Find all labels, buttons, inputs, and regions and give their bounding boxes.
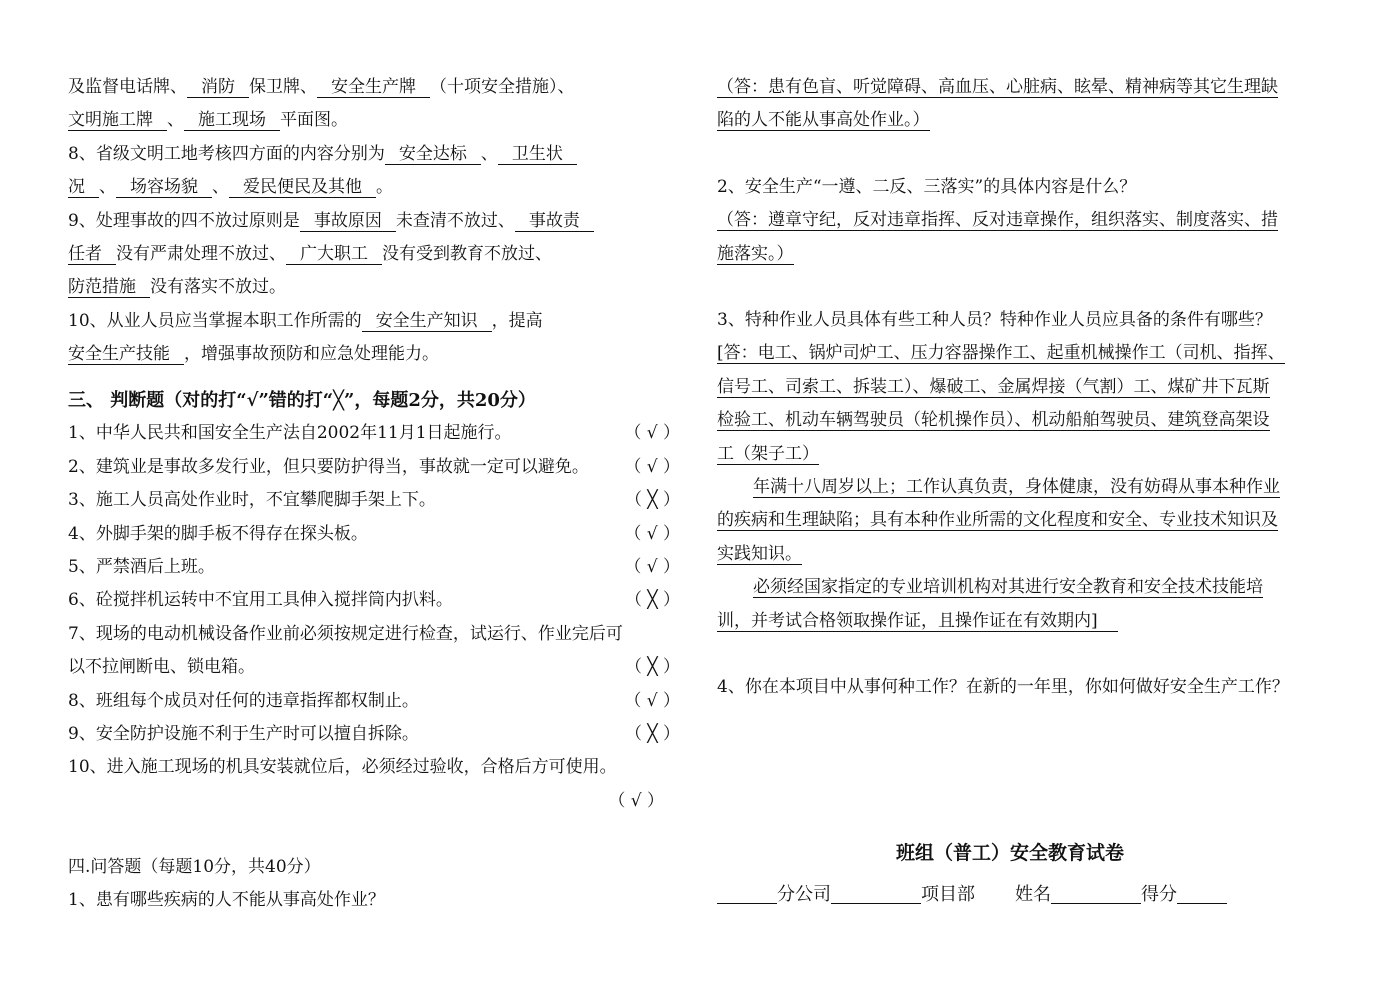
answer-text: 必须经国家指定的专业培训机构对其进行安全教育和安全技术技能培	[753, 577, 1263, 598]
question-text: 未查清不放过、	[395, 210, 515, 231]
judgement-item	[68, 451, 684, 484]
section-heading: 四.问答题（每题10分，共40分）	[68, 857, 321, 877]
fill-in-line	[68, 305, 684, 338]
question-text: 、	[99, 177, 116, 198]
question-4-block	[717, 671, 1333, 704]
answer-text: 陷的人不能从事高处作业。）	[717, 110, 930, 131]
answer-text: 施落实。）	[717, 243, 794, 264]
question-text: ，增强事故预防和应急处理能力。	[184, 344, 439, 365]
answer-mark: （ √ ）	[624, 456, 680, 477]
item-text: 6、砼搅拌机运转中不宜用工具伸入搅拌筒内扒料。	[68, 590, 453, 611]
question-1: 1、患有哪些疾病的人不能从事高处作业？	[68, 890, 385, 911]
item-text: 以不拉闸断电、锁电箱。	[68, 657, 255, 678]
dept-label: 项目部	[921, 884, 975, 905]
score-label: 得分	[1141, 884, 1177, 905]
item-text: 3、施工人员高处作业时，不宜攀爬脚手架上下。	[68, 490, 436, 511]
judgement-item	[68, 718, 684, 751]
name-field[interactable]	[1051, 883, 1141, 904]
answer-text: [答：电工、锅炉司炉工、压力容器操作工、起重机械操作工（司机、指挥、	[717, 343, 1285, 364]
judgement-item	[68, 584, 684, 617]
fill-in-line	[68, 338, 684, 371]
judgement-item	[68, 518, 684, 551]
judgement-item	[68, 685, 684, 718]
filled-answer: 爱民便民及其他	[229, 177, 376, 198]
filled-answer: 安全生产牌	[317, 77, 430, 98]
question-text: 没有严肃处理不放过、	[116, 243, 286, 264]
fill-in-line	[68, 71, 684, 104]
question-text: 保卫牌、	[249, 77, 317, 97]
dept-field[interactable]	[831, 883, 921, 904]
question-text: 10、从业人员应当掌握本职工作所需的	[68, 310, 362, 331]
judgement-item	[68, 484, 684, 517]
answer-mark: （ √ ）	[624, 556, 680, 577]
section-heading: 三、 判断题（对的打“√”错的打“╳”，每题2分，共20分）	[68, 390, 536, 411]
filled-answer: 安全生产技能	[68, 344, 184, 365]
question-2-block	[717, 171, 1333, 271]
exam-header-fields	[717, 880, 1227, 906]
fill-in-line	[68, 205, 684, 238]
question-text: 、	[480, 143, 498, 164]
filled-answer: 文明施工牌	[68, 110, 167, 131]
answer-text: 训，并考试合格领取操作证，且操作证在有效期内]	[717, 610, 1098, 631]
filled-answer: 安全生产知识	[362, 311, 492, 332]
item-text: 1、中华人民共和国安全生产法自2002年11月1日起施行。	[68, 423, 512, 444]
answer-1	[717, 71, 1333, 138]
question-text: 没有受到教育不放过、	[382, 243, 552, 264]
filled-answer: 况	[68, 177, 99, 198]
fill-in-line	[68, 104, 684, 137]
filled-answer: 事故原因	[300, 211, 396, 232]
question-4: 4、你在本项目中从事何种工作？在新的一年里，你如何做好安全生产工作？	[717, 677, 1289, 697]
answer-mark: （ ╳ ）	[624, 723, 680, 744]
question-text: ，提高	[491, 310, 543, 331]
question-text: （十项安全措施）、	[430, 77, 575, 97]
filled-answer: 任者	[68, 244, 116, 265]
answer-text: 信号工、司索工、拆装工）、爆破工、金属焊接（气割）工、煤矿井下瓦斯	[717, 376, 1270, 397]
answer-text: 检验工、机动车辆驾驶员（轮机操作员）、机动船舶驾驶员、建筑登高架设	[717, 410, 1270, 431]
question-text: 、	[167, 110, 184, 131]
question-text: 没有落实不放过。	[150, 277, 286, 298]
answer-mark: （ ╳ ）	[624, 490, 680, 511]
item-text: 9、安全防护设施不利于生产时可以擅自拆除。	[68, 723, 419, 744]
item-text: 4、外脚手架的脚手板不得存在探头板。	[68, 523, 368, 544]
judgement-item	[68, 618, 684, 651]
question-text: 8、省级文明工地考核四方面的内容分别为	[68, 143, 385, 164]
judgement-item	[68, 417, 684, 450]
score-field[interactable]	[1177, 883, 1227, 904]
judgement-item	[68, 751, 684, 784]
answer-text: 的疾病和生理缺陷；具有本种作业所需的文化程度和安全、专业技术知识及	[717, 510, 1278, 531]
answer-text: 年满十八周岁以上；工作认真负责，身体健康，没有妨碍从事本种作业	[753, 476, 1280, 497]
fill-in-line	[68, 138, 684, 171]
answer-mark: （ √ ）	[624, 423, 680, 444]
fill-in-line	[68, 171, 684, 204]
answer-mark: （ ╳ ）	[624, 657, 680, 678]
filled-answer: 事故责	[515, 211, 594, 232]
answer-text: 实践知识。	[717, 543, 802, 564]
fill-in-section	[68, 71, 684, 372]
answer-mark: （ √ ）	[624, 523, 680, 544]
answer-text: （答：患有色盲、听觉障碍、高血压、心脏病、眩晕、精神病等其它生理缺	[717, 77, 1278, 97]
filled-answer: 场容场貌	[116, 177, 212, 198]
filled-answer: 广大职工	[286, 244, 382, 265]
question-3: 3、特种作业人员具体有些工种人员？特种作业人员应具备的条件有哪些？	[717, 310, 1272, 330]
question-text: 9、处理事故的四不放过原则是	[68, 210, 300, 231]
filled-answer: 消防	[187, 77, 249, 98]
judgement-section	[68, 384, 684, 818]
qa-section-left	[68, 851, 684, 918]
question-3-block	[717, 304, 1333, 638]
filled-answer: 卫生状	[498, 144, 577, 165]
filled-answer: 安全达标	[385, 144, 481, 165]
answer-mark: （ ╳ ）	[624, 590, 680, 611]
exam-title: 班组（普工）安全教育试卷	[896, 842, 1125, 864]
judgement-item	[68, 651, 684, 684]
answer-mark: （ √ ）	[608, 790, 664, 811]
item-text: 7、现场的电动机械设备作业前必须按规定进行检查，试运行、作业完后可	[68, 623, 623, 644]
branch-field[interactable]	[717, 883, 777, 904]
fill-in-line	[68, 271, 684, 304]
filled-answer: 防范措施	[68, 277, 150, 298]
answer-mark: （ √ ）	[624, 690, 680, 711]
answer-text: （答：遵章守纪，反对违章指挥、反对违章操作，组织落实、制度落实、措	[717, 210, 1278, 231]
fill-in-line	[68, 238, 684, 271]
name-label: 姓名	[1015, 884, 1051, 905]
item-text: 8、班组每个成员对任何的违章指挥都权制止。	[68, 690, 419, 711]
filled-answer: 施工现场	[184, 110, 280, 131]
branch-label: 分公司	[777, 884, 831, 905]
item-text: 2、建筑业是事故多发行业，但只要防护得当，事故就一定可以避免。	[68, 456, 589, 477]
item-text: 5、严禁酒后上班。	[68, 556, 215, 577]
answer-text: 工（架子工）	[717, 443, 819, 464]
question-2: 2、安全生产“一遵、二反、三落实”的具体内容是什么？	[717, 177, 1137, 197]
question-text: 。	[376, 177, 393, 198]
judgement-item	[68, 551, 684, 584]
question-text: 、	[212, 177, 229, 198]
judgement-item	[68, 785, 684, 818]
question-text: 平面图。	[280, 110, 348, 131]
question-text: 及监督电话牌、	[68, 77, 187, 97]
item-text: 10、进入施工现场的机具安装就位后，必须经过验收，合格后方可使用。	[68, 757, 617, 778]
